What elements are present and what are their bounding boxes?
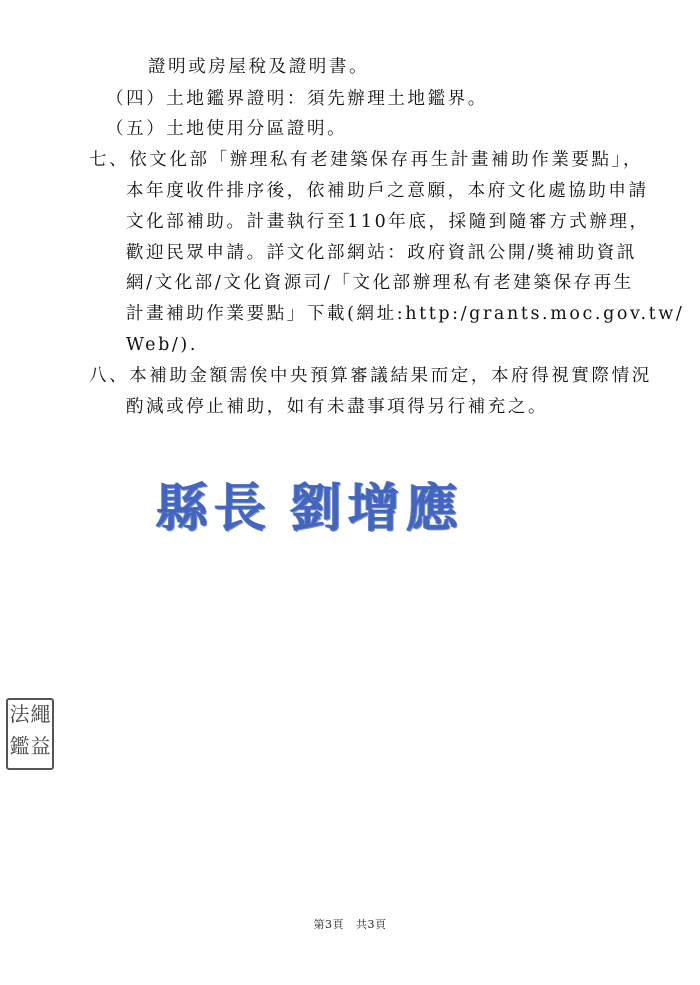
body-line-1: 證明或房屋稅及證明書。 [148,57,370,77]
page-footer [0,916,700,932]
signature-name: 劉增應 [290,479,465,539]
body-line-5: 本年度收件排序後，依補助戶之意願，本府文化處協助申請 [126,181,649,201]
body-line-7: 歡迎民眾申請。詳文化部網站：政府資訊公開/獎補助資訊 [126,243,637,263]
body-line-10: Web/). [126,335,199,355]
seal-char: 法 [9,702,30,726]
seal-char: 繩 [30,702,51,726]
body-line-3: （五）土地使用分區證明。 [106,119,348,139]
seal-stamp [6,698,54,770]
body-line-2: （四）土地鑑界證明：須先辦理土地鑑界。 [106,89,488,109]
signature-stamp [156,466,464,541]
seal-char: 鑑 [9,734,30,758]
body-line-8: 網/文化部/文化資源司/「文化部辦理私有老建築保存再生 [126,273,634,293]
body-line-11: 八、本補助金額需俟中央預算審議結果而定，本府得視實際情況 [89,366,652,386]
body-line-6: 文化部補助。計畫執行至110年底，採隨到隨審方式辦理， [126,212,650,232]
page-total: 共3頁 [356,918,387,931]
body-line-9: 計畫補助作業要點」下載(網址:http:/grants.moc.gov.tw/ [126,304,685,324]
signature-title: 縣長 [156,479,273,539]
body-line-12: 酌減或停止補助，如有未盡事項得另行補充之。 [126,397,549,417]
page-number: 第3頁 [313,918,344,931]
body-line-4: 七、依文化部「辦理私有老建築保存再生計畫補助作業要點」， [89,150,644,170]
seal-char: 益 [30,734,51,758]
